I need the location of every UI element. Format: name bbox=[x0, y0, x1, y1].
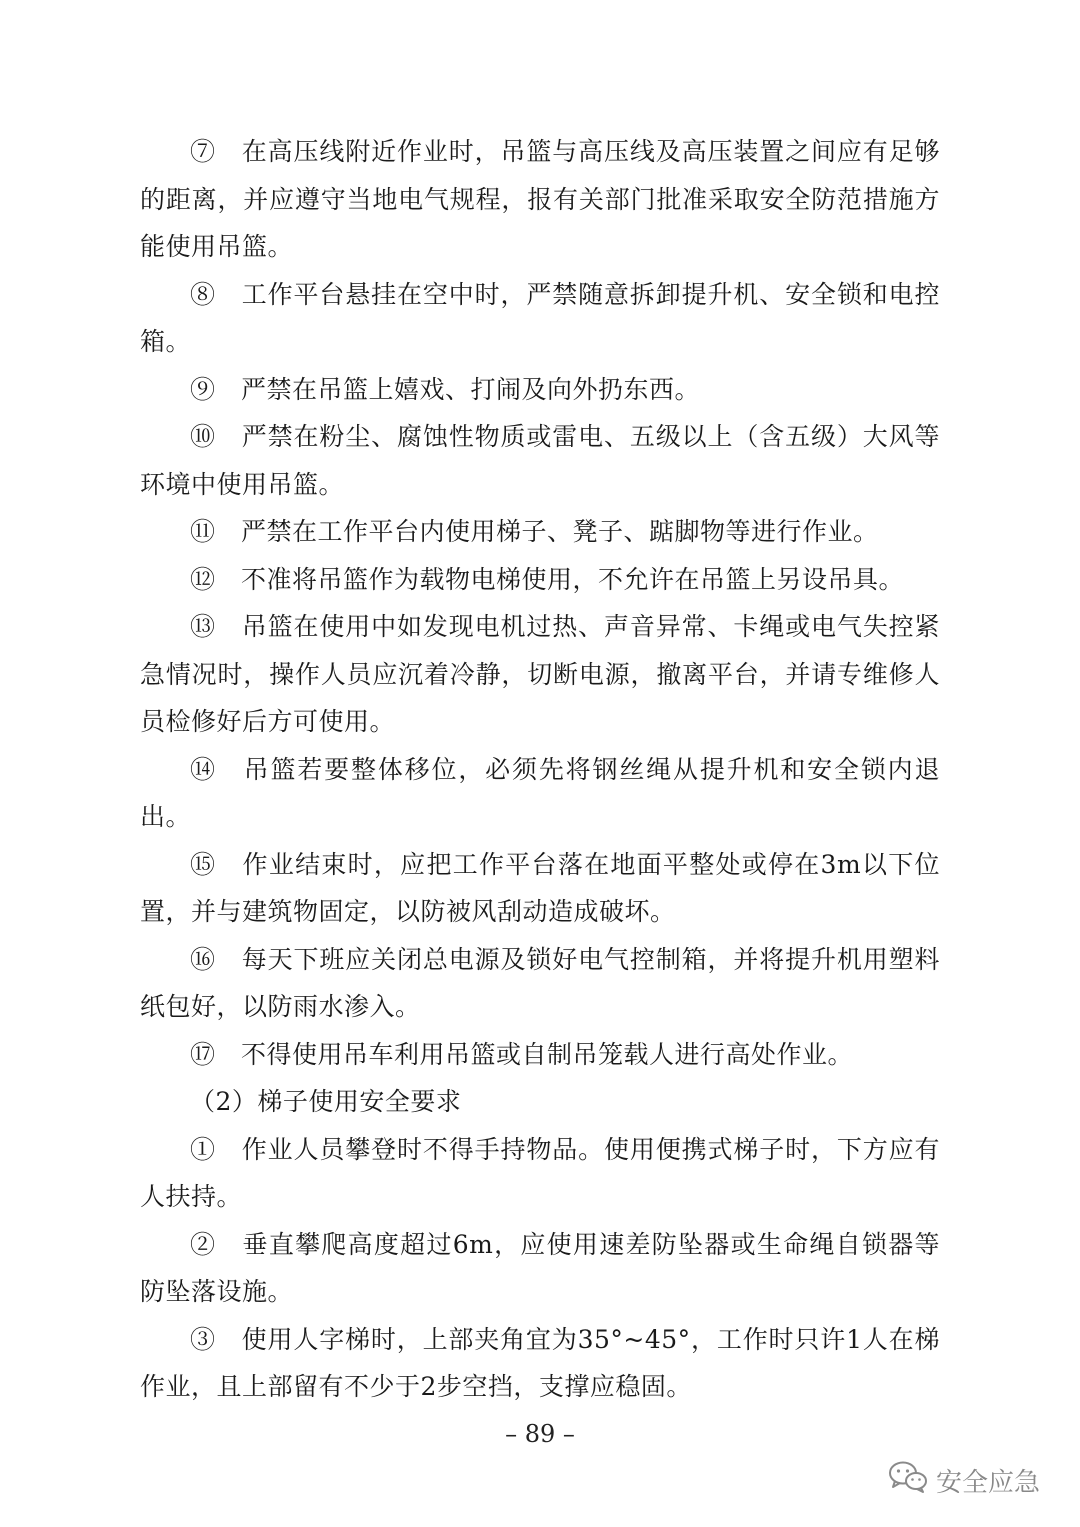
paragraph-10: ⑩ 严禁在粉尘、腐蚀性物质或雷电、五级以上（含五级）大风等环境中使用吊篮。 bbox=[140, 422, 940, 499]
paragraph-14: ⑭ 吊篮若要整体移位，必须先将钢丝绳从提升机和安全锁内退出。 bbox=[140, 754, 940, 831]
paragraph-7: ⑦ 在高压线附近作业时，吊篮与高压线及高压装置之间应有足够的距离，并应遵守当地电气规程，报有关部门批准采取安全防范措施方能使用吊篮。 bbox=[140, 137, 940, 261]
ladder-paragraph-3: ③ 使用人字梯时，上部夹角宜为35°~45°，工作时只许1人在梯作业，且上部留有不少于2步空挡，支撑应稳固。 bbox=[140, 1324, 940, 1401]
paragraph-15: ⑮ 作业结束时，应把工作平台落在地面平整处或停在3m以下位置，并与建筑物固定，以防被风刮动造成破坏。 bbox=[140, 849, 940, 926]
paragraph-11: ⑪ 严禁在工作平台内使用梯子、凳子、踮脚物等进行作业。 bbox=[190, 517, 879, 546]
paragraph-13: ⑬ 吊篮在使用中如发现电机过热、声音异常、卡绳或电气失控紧急情况时，操作人员应沉着冷静，切断电源，撤离平台，并请专维修人员检修好后方可使用。 bbox=[140, 612, 940, 736]
paragraph-16: ⑯ 每天下班应关闭总电源及锁好电气控制箱，并将提升机用塑料纸包好，以防雨水渗入。 bbox=[140, 944, 940, 1021]
watermark-text: 安全应急 bbox=[936, 1467, 1041, 1498]
paragraph-17: ⑰ 不得使用吊车利用吊篮或自制吊笼载人进行高处作业。 bbox=[190, 1039, 854, 1069]
wechat-icon bbox=[888, 1460, 928, 1501]
page-content bbox=[140, 128, 940, 1411]
paragraph-9: ⑨ 严禁在吊篮上嬉戏、打闹及向外扔东西。 bbox=[190, 374, 701, 404]
section-heading: （2）梯子使用安全要求 bbox=[190, 1087, 462, 1116]
paragraph-12: ⑫ 不准将吊篮作为载物电梯使用，不允许在吊篮上另设吊具。 bbox=[190, 564, 905, 594]
ladder-paragraph-1: ① 作业人员攀登时不得手持物品。使用便携式梯子时，下方应有人扶持。 bbox=[140, 1134, 940, 1211]
page-number: – 89 – bbox=[505, 1420, 575, 1448]
paragraph-8: ⑧ 工作平台悬挂在空中时，严禁随意拆卸提升机、安全锁和电控箱。 bbox=[140, 279, 940, 356]
ladder-paragraph-2: ② 垂直攀爬高度超过6m，应使用速差防坠器或生命绳自锁器等防坠落设施。 bbox=[140, 1229, 940, 1306]
watermark bbox=[888, 1458, 1040, 1502]
